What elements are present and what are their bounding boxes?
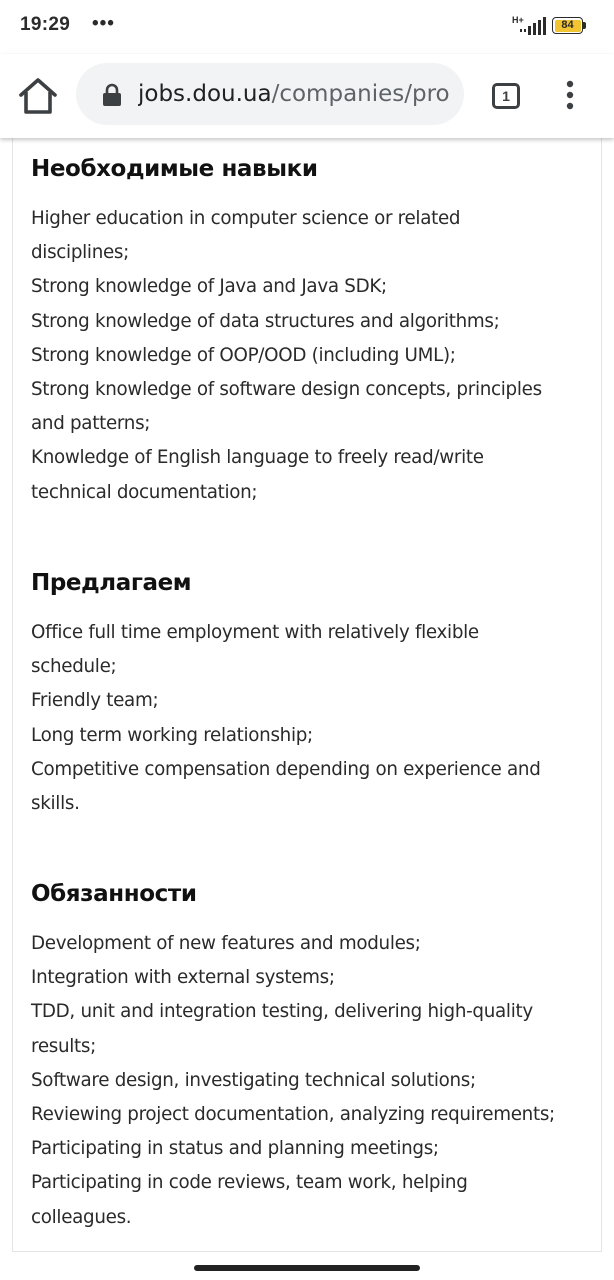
text-line: Competitive compensation depending on experience and	[31, 758, 541, 780]
text-line: Long term working relationship;	[31, 724, 313, 746]
text-line: and patterns;	[31, 413, 151, 435]
text-line: Knowledge of English language to freely read/write	[31, 447, 484, 469]
text-line: colleagues.	[31, 1206, 132, 1228]
battery-icon	[552, 17, 590, 36]
text-line: Development of new features and modules;	[31, 933, 421, 954]
section-heading: Необходимые навыки	[31, 156, 318, 182]
text-line: disciplines;	[31, 242, 130, 264]
clock: 19:29	[20, 14, 71, 35]
url-host: jobs.dou.ua	[138, 81, 272, 107]
text-line: Reviewing project documentation, analyzing requirements;	[31, 1104, 555, 1126]
browser-toolbar	[0, 54, 614, 138]
section-responsibilities	[31, 878, 587, 1235]
text-line: TDD, unit and integration testing, delivering high-quality	[31, 1001, 533, 1023]
text-line: Friendly team;	[31, 690, 159, 712]
network-type: H+	[512, 15, 524, 25]
text-line: Strong knowledge of software design concepts, principles	[31, 379, 542, 401]
section-body	[31, 927, 587, 1235]
text-line: Software design, investigating technical solutions;	[31, 1069, 476, 1091]
text-line: Strong knowledge of Java and Java SDK;	[31, 276, 387, 298]
url-text[interactable]	[138, 80, 456, 108]
text-line: Participating in status and planning meetings;	[31, 1138, 439, 1160]
text-line: skills.	[31, 793, 80, 815]
more-vert-icon[interactable]	[560, 80, 580, 110]
address-bar[interactable]	[76, 63, 464, 125]
text-line: Integration with external systems;	[31, 967, 335, 989]
section-heading: Обязанности	[31, 881, 197, 907]
home-icon[interactable]	[16, 76, 60, 116]
text-line: Office full time employment with relatively flexible	[31, 622, 479, 643]
text-line: Higher education in computer science or related	[31, 208, 461, 229]
section-body	[31, 616, 587, 821]
url-path: /companies/pro	[271, 81, 450, 107]
text-line: schedule;	[31, 656, 117, 678]
tab-switcher-icon[interactable]: 1	[492, 83, 520, 109]
battery-level: 84	[555, 20, 581, 32]
page-content[interactable]	[0, 138, 614, 1258]
notification-overflow-icon: •••	[92, 13, 115, 34]
status-bar	[0, 0, 614, 54]
text-line: Participating in code reviews, team work, helping	[31, 1172, 468, 1194]
section-heading: Предлагаем	[31, 570, 192, 596]
text-line: Strong knowledge of OOP/OOD (including UML);	[31, 344, 456, 366]
text-line: technical documentation;	[31, 481, 258, 503]
signal-icon	[520, 17, 546, 35]
section-body	[31, 202, 587, 510]
gesture-handle[interactable]	[194, 1265, 420, 1271]
section-offer	[31, 567, 587, 821]
section-skills	[31, 153, 587, 510]
lock-icon[interactable]	[102, 83, 122, 107]
text-line: Strong knowledge of data structures and algorithms;	[31, 310, 500, 332]
navigation-bar	[0, 1258, 614, 1280]
text-line: results;	[31, 1035, 97, 1057]
